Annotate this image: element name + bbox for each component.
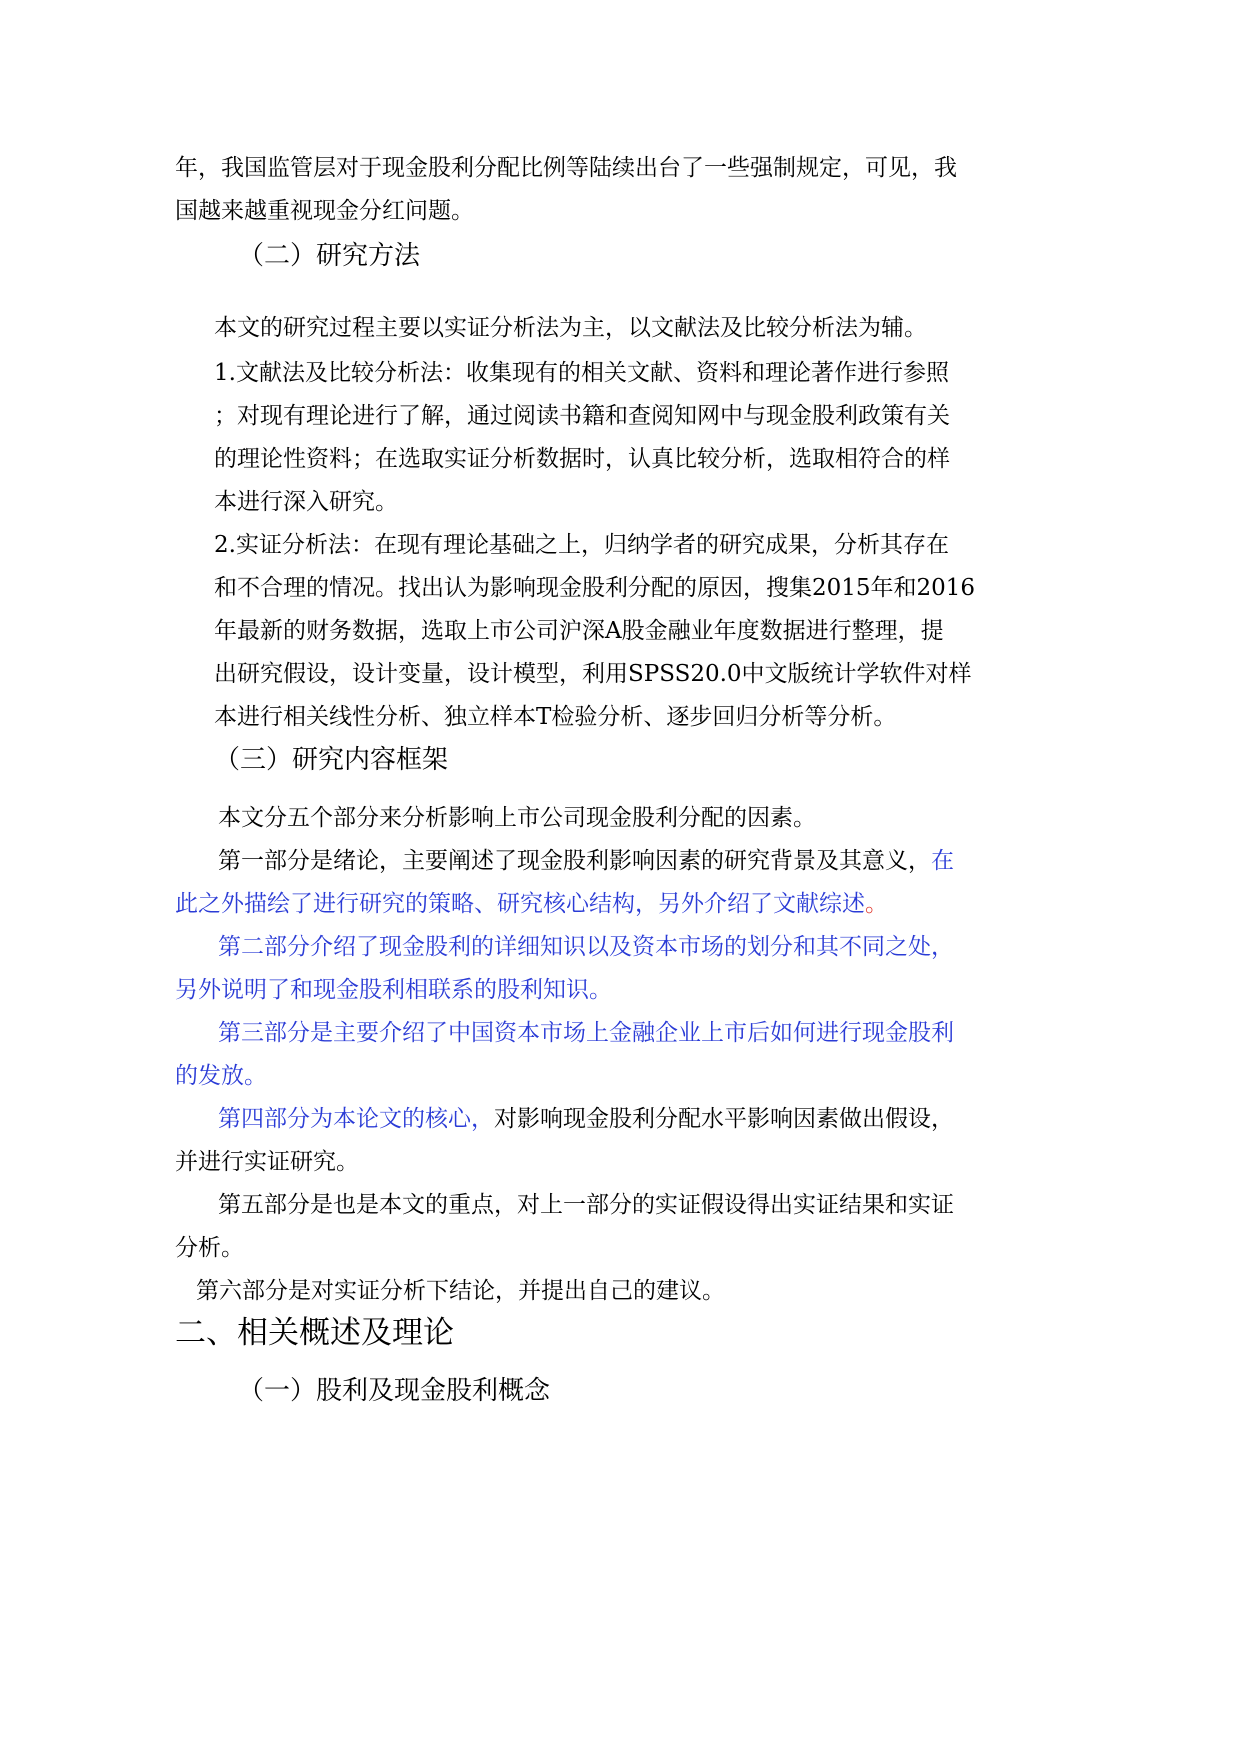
method-line-3: ；对现有理论进行了解，通过阅读书籍和查阅知网中与现金股利政策有关 <box>214 403 950 429</box>
framework-part2-line-2: 另外说明了和现金股利相联系的股利知识。 <box>175 977 612 1003</box>
framework-part4-line-1 <box>218 1104 954 1134</box>
framework-part6-line: 第六部分是对实证分析下结论，并提出自己的建议。 <box>196 1278 725 1304</box>
method-line-5: 本进行深入研究。 <box>214 489 398 515</box>
method-line-4: 的理论性资料；在选取实证分析数据时，认真比较分析，选取相符合的样 <box>214 446 950 472</box>
framework-part1-text-d: 。 <box>865 891 888 917</box>
method-line-8: 年最新的财务数据，选取上市公司沪深A股金融业年度数据进行整理，提 <box>214 618 944 644</box>
framework-part3-line-1: 第三部分是主要介绍了中国资本市场上金融企业上市后如何进行现金股利 <box>218 1020 954 1046</box>
framework-part1-line-2 <box>175 889 888 919</box>
method-line-9: 出研究假设，设计变量，设计模型，利用SPSS20.0中文版统计学软件对样 <box>214 661 972 687</box>
subsection-heading-dividend-concept: （一）股利及现金股利概念 <box>238 1376 551 1406</box>
chapter-heading: 二、相关概述及理论 <box>175 1315 454 1351</box>
framework-part5-line-1: 第五部分是也是本文的重点，对上一部分的实证假设得出实证结果和实证 <box>218 1192 954 1218</box>
framework-part1-text-b: 在 <box>931 848 954 874</box>
section-heading-research-method: （二）研究方法 <box>238 241 421 271</box>
framework-part4-text-a: 第四部分为本论文的核心， <box>218 1106 494 1132</box>
framework-part5-line-2: 分析。 <box>175 1235 244 1261</box>
framework-part1-text-a: 第一部分是绪论，主要阐述了现金股利影响因素的研究背景及其意义， <box>218 848 931 874</box>
intro-line-1: 年，我国监管层对于现金股利分配比例等陆续出台了一些强制规定，可见，我 <box>175 155 957 181</box>
method-line-6: 2.实证分析法：在现有理论基础之上，归纳学者的研究成果，分析其存在 <box>214 532 949 558</box>
method-line-7: 和不合理的情况。找出认为影响现金股利分配的原因，搜集2015年和2016 <box>214 575 976 601</box>
framework-intro-line: 本文分五个部分来分析影响上市公司现金股利分配的因素。 <box>218 805 816 831</box>
framework-part4-line-2: 并进行实证研究。 <box>175 1149 359 1175</box>
section-heading-framework: （三）研究内容框架 <box>214 745 449 775</box>
framework-part1-text-c: 此之外描绘了进行研究的策略、研究核心结构，另外介绍了文献综述 <box>175 891 865 917</box>
method-line-10: 本进行相关线性分析、独立样本T检验分析、逐步回归分析等分析。 <box>214 704 897 730</box>
framework-part2-line-1: 第二部分介绍了现金股利的详细知识以及资本市场的划分和其不同之处， <box>218 934 954 960</box>
method-line-2: 1.文献法及比较分析法：收集现有的相关文献、资料和理论著作进行参照 <box>214 360 949 386</box>
framework-part4-text-b: 对影响现金股利分配水平影响因素做出假设， <box>494 1106 954 1132</box>
framework-part3-line-2: 的发放。 <box>175 1063 267 1089</box>
framework-part1-line-1 <box>218 846 954 876</box>
method-line-1: 本文的研究过程主要以实证分析法为主，以文献法及比较分析法为辅。 <box>214 315 927 341</box>
intro-line-2: 国越来越重视现金分红问题。 <box>175 198 474 224</box>
